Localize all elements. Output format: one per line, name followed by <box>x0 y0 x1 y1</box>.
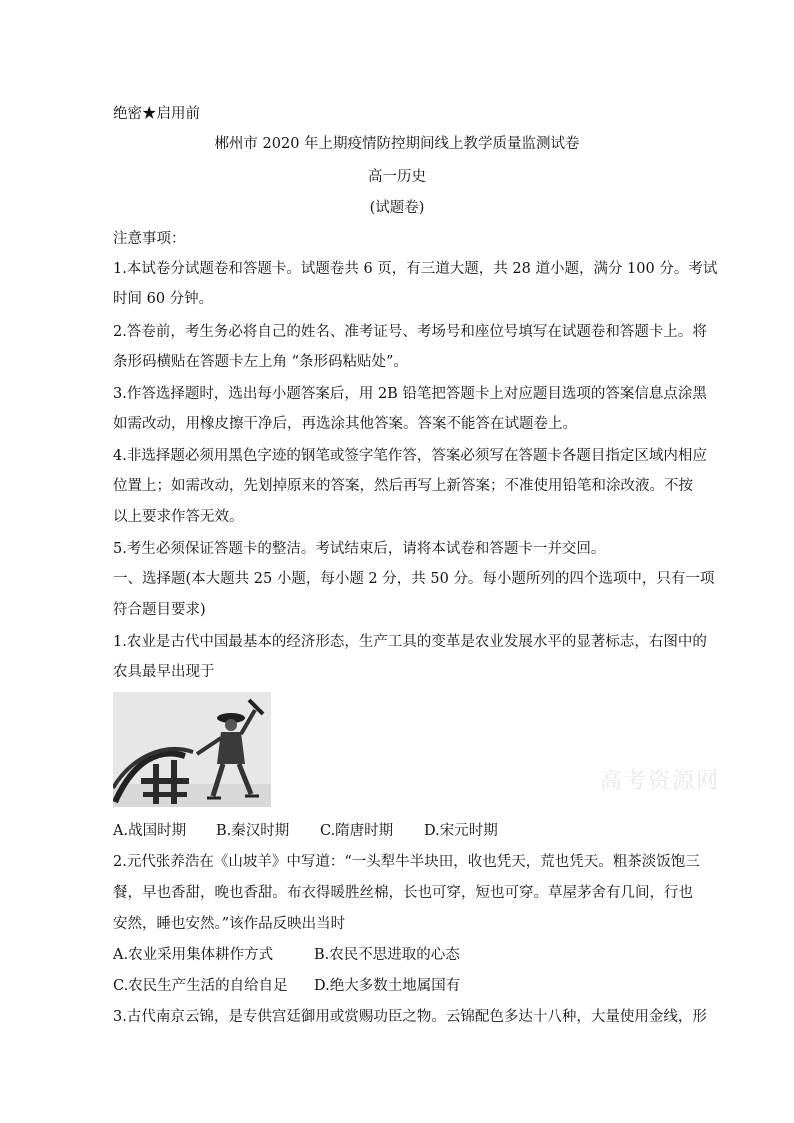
question-1-stem: 1.农业是古代中国最基本的经济形态，生产工具的变革是农业发展水平的显著标志，右图中的 <box>113 634 707 650</box>
note-line: 1.本试卷分试题卷和答题卡。试题卷共 6 页，有三道大题，共 28 道小题，满分 100 分。考试 <box>113 261 718 277</box>
q1-option-a: A.战国时期 <box>113 823 187 839</box>
q1-option-b: B.秦汉时期 <box>216 823 290 839</box>
q2-option-a: A.农业采用集体耕作方式 <box>113 947 274 963</box>
section-heading-cont: 符合题目要求) <box>113 602 206 618</box>
question-3-stem: 3.古代南京云锦，是专供宫廷御用或赏赐功臣之物。云锦配色多达十八种，大量使用金线，形 <box>113 1009 707 1025</box>
secret-label: 绝密★启用前 <box>113 106 200 122</box>
q1-option-d: D.宋元时期 <box>424 823 498 839</box>
question-2-stem: 餐，早也香甜，晚也香甜。布衣得暖胜丝棉，长也可穿，短也可穿。草屋茅舍有几间，行也 <box>113 885 693 901</box>
note-line: 2.答卷前，考生务必将自己的姓名、准考证号、考场号和座位号填写在试题卷和答题卡上。将 <box>113 324 707 340</box>
section-heading: 一、选择题(本大题共 25 小题，每小题 2 分，共 50 分。每小题所列的四个选项中，只有一项 <box>113 571 715 587</box>
watermark: 高考资源网 <box>600 769 721 794</box>
paper-type: (试题卷) <box>369 200 425 216</box>
q2-option-b: B.农民不思进取的心态 <box>314 947 460 963</box>
q2-option-d: D.绝大多数土地属国有 <box>314 978 461 994</box>
notes-heading: 注意事项： <box>113 231 186 247</box>
exam-title: 郴州市 2020 年上期疫情防控期间线上教学质量监测试卷 <box>214 136 580 152</box>
note-line: 5.考生必须保证答题卡的整洁。考试结束后，请将本试卷和答题卡一并交回。 <box>113 541 606 557</box>
q2-option-c: C.农民生产生活的自给自足 <box>113 978 288 994</box>
farmer-plough-illustration <box>113 692 271 807</box>
note-line: 如需改动，用橡皮擦干净后，再选涂其他答案。答案不能答在试题卷上。 <box>113 416 577 432</box>
note-line: 位置上；如需改动，先划掉原来的答案，然后再写上新答案；不准使用铅笔和涂改液。不按 <box>113 478 693 494</box>
q1-option-c: C.隋唐时期 <box>320 823 394 839</box>
note-line: 4.非选择题必须用黑色字迹的钢笔或签字笔作答，答案必须写在答题卡各题目指定区域内相应 <box>113 448 707 464</box>
note-line: 3.作答选择题时，选出每小题答案后，用 2B 铅笔把答题卡上对应题目选项的答案信息点涂黑 <box>113 386 707 402</box>
question-2-stem: 2.元代张养浩在《山坡羊》中写道：“一头犁牛半块田，收也凭天，荒也凭天。粗茶淡饭饱三 <box>113 854 700 870</box>
note-line: 以上要求作答无效。 <box>113 509 244 525</box>
question-1-stem: 农具最早出现于 <box>113 664 215 680</box>
note-line: 条形码横贴在答题卡左上角 “条形码粘贴处”。 <box>113 354 408 370</box>
subject-title: 高一历史 <box>368 169 426 185</box>
question-2-stem: 安然，睡也安然。”该作品反映出当时 <box>113 916 346 932</box>
note-line: 时间 60 分钟。 <box>113 291 214 307</box>
